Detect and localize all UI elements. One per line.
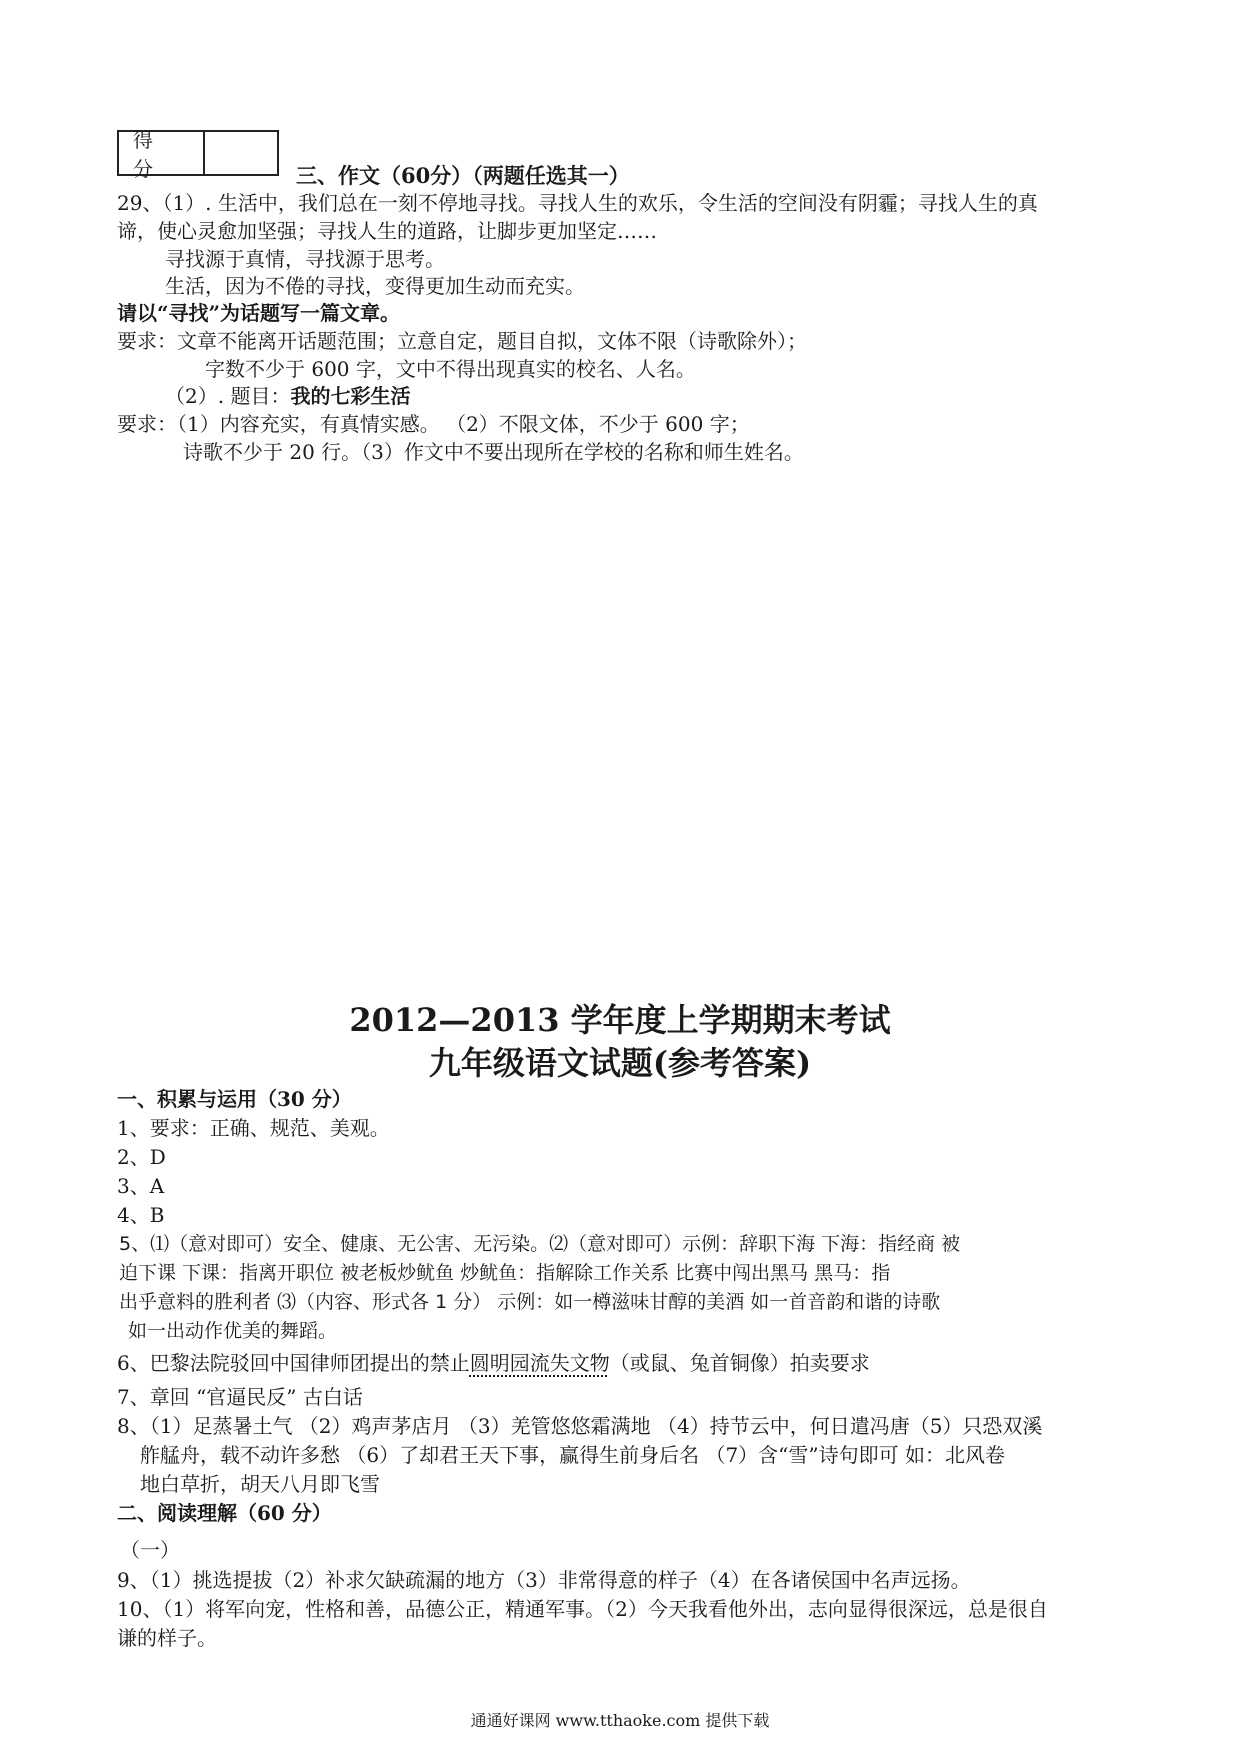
answer-5-line-4: 如一出动作优美的舞蹈。 [128,1320,338,1342]
sub-section-1: （一） [120,1538,180,1562]
q29-line-3: 寻找源于真情，寻找源于思考。 [165,247,445,271]
answer-6-suffix: （或鼠、兔首铜像）拍卖要求 [609,1351,870,1375]
answer-5-line-2: 迫下课 下课：指离开职位 被老板炒鱿鱼 炒鱿鱼：指解除工作关系 比赛中闯出黑马 黑马：指 [119,1262,891,1284]
answer-10-line-2: 谦的样子。 [117,1626,217,1650]
answer-title-line-2: 九年级语文试题(参考答案) [428,1044,812,1082]
q29-line-1: 29、（1）. 生活中，我们总在一刻不停地寻找。寻找人生的欢乐，令生活的空间没有阴霾；寻找人生的真 [117,191,1038,215]
answer-title-line-1: 2012—2013 学年度上学期期末考试 [349,1001,891,1039]
q29-option-2 [165,383,410,409]
footer-download-note: 通通好课网 www.tthaoke.com 提供下载 [470,1711,770,1730]
requirement-2-line-1: 要求：（1）内容充实，有真情实感。 （2）不限文体，不少于 600 字； [117,412,750,436]
composition-heading: 三、作文（60分）（两题任选其一） [296,163,630,188]
answer-2: 2、D [117,1145,166,1169]
requirement-2-line-2: 诗歌不少于 20 行。（3）作文中不要出现所在学校的名称和师生姓名。 [183,440,804,464]
answer-8-line-3: 地白草折，胡天八月即飞雪 [140,1472,380,1496]
q29-line-2: 谛，使心灵愈加坚强；寻找人生的道路，让脚步更加坚定…… [117,219,657,243]
answer-9: 9、（1）挑选提拔（2）补求欠缺疏漏的地方（3）非常得意的样子（4）在各诸侯国中名声远扬。 [117,1568,971,1592]
section-2-heading: 二、阅读理解（60 分） [117,1501,332,1525]
option-2-prefix: （2）. 题目： [165,384,291,408]
score-label: 得 分 [119,132,205,174]
score-box [117,128,279,181]
requirement-1-line-1: 要求：文章不能离开话题范围；立意自定，题目自拟，文体不限（诗歌除外）； [117,329,807,353]
q29-line-4: 生活，因为不倦的寻找，变得更加生动而充实。 [165,274,585,298]
answer-6-emphasis: 圆明园流失文物 [469,1351,610,1375]
option-2-title: 我的七彩生活 [290,384,411,408]
answer-7: 7、章回 “官逼民反” 古白话 [117,1385,363,1409]
answer-5-line-3: 出乎意料的胜利者 ⑶（内容、形式各 1 分） 示例：如一樽滋味甘醇的美酒 如一首音韵和谐的诗歌 [119,1291,941,1313]
answer-8-line-1: 8、（1）足蒸暑土气 （2）鸡声茅店月 （3）羌管悠悠霜满地 （4）持节云中，何日遣冯唐（5）只恐双溪 [117,1414,1043,1438]
score-blank-cell [205,132,277,174]
requirement-1-line-2: 字数不少于 600 字，文中不得出现真实的校名、人名。 [205,357,696,381]
section-1-heading: 一、积累与运用（30 分） [117,1087,352,1111]
answer-8-line-2: 舴艋舟，载不动许多愁 （6）了却君王天下事，赢得生前身后名 （7）含“雪”诗句即可 如：北风卷 [140,1443,1005,1467]
answer-6 [117,1350,870,1376]
answer-6-prefix: 6、巴黎法院驳回中国律师团提出的禁止 [117,1351,470,1375]
topic-instruction: 请以“寻找”为话题写一篇文章。 [117,301,401,325]
answer-5-line-1: 5、⑴（意对即可）安全、健康、无公害、无污染。⑵（意对即可）示例：辞职下海 下海：指经商 被 [119,1233,961,1255]
answer-1: 1、要求：正确、规范、美观。 [117,1116,390,1140]
answer-3: 3、A [117,1174,165,1198]
answer-10-line-1: 10、（1）将军向宠，性格和善，品德公正，精通军事。（2）今天我看他外出，志向显得很深远，总是很自 [117,1597,1048,1621]
answer-4: 4、B [117,1203,165,1227]
